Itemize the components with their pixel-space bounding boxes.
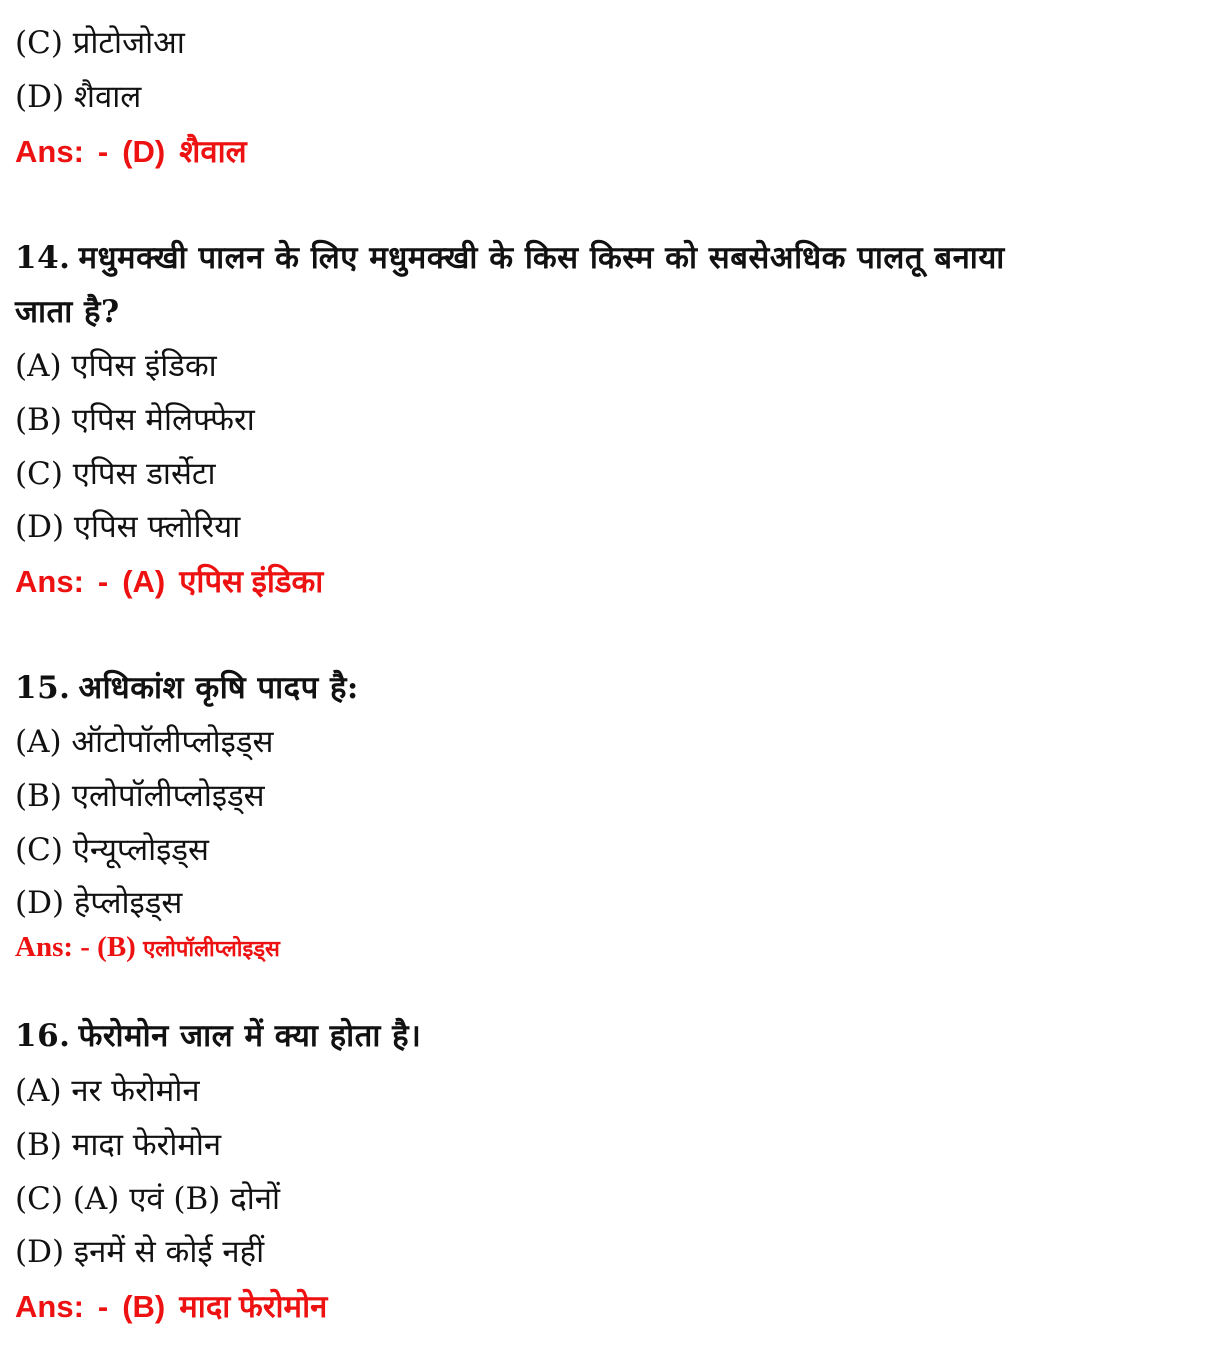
q14-option-d: (D) एपिस फ्लोरिया (15, 509, 241, 545)
answer-dash: - (97, 564, 109, 599)
answer-letter: (A) (122, 564, 166, 599)
answer-letter: (B) (122, 1289, 166, 1324)
q13-answer (15, 136, 247, 167)
q13-option-c: (C) प्रोटोजोआ (15, 25, 185, 61)
answer-text: एलोपॉलीप्लोइड्स (143, 936, 280, 961)
answer-label: Ans: (15, 1289, 84, 1324)
answer-text: शैवाल (179, 134, 247, 169)
q15-option-c: (C) ऐन्यूप्लोइड्स (15, 832, 209, 868)
answer-label: Ans: - (B) (15, 931, 136, 963)
q15-option-d: (D) हेप्लोइड्स (15, 885, 183, 921)
q14-question-line1 (15, 240, 1005, 276)
q15-option-a: (A) ऑटोपॉलीप्लोइड्स (15, 724, 274, 760)
q14-option-c: (C) एपिस डार्सेटा (15, 456, 216, 492)
q14-option-a: (A) एपिस इंडिका (15, 348, 217, 384)
answer-label: Ans: (15, 134, 84, 169)
q13-option-d: (D) शैवाल (15, 79, 142, 115)
q14-number: 14. (15, 240, 71, 276)
q14-question-line2: जाता है? (15, 294, 120, 330)
q14-text-line1: मधुमक्खी पालन के लिए मधुमक्खी के किस किस्म को सबसेअधिक पालतू बनाया (78, 240, 1005, 276)
q15-answer (15, 933, 280, 962)
answer-label: Ans: (15, 564, 84, 599)
q15-number: 15. (15, 670, 71, 706)
q16-number: 16. (15, 1018, 71, 1054)
q14-answer (15, 566, 323, 597)
answer-text: एपिस इंडिका (179, 564, 324, 599)
answer-dash: - (97, 134, 109, 169)
q16-option-a: (A) नर फेरोमोन (15, 1073, 200, 1109)
answer-dash: - (97, 1289, 109, 1324)
q16-question (15, 1018, 422, 1054)
q14-option-b: (B) एपिस मेलिफ्फेरा (15, 402, 255, 438)
q16-answer (15, 1291, 327, 1322)
q15-text: अधिकांश कृषि पादप है: (78, 670, 359, 706)
q15-option-b: (B) एलोपॉलीप्लोइड्स (15, 778, 265, 814)
answer-text: मादा फेरोमोन (179, 1289, 328, 1324)
q16-text: फेरोमोन जाल में क्या होता है। (78, 1018, 422, 1054)
answer-letter: (D) (122, 134, 166, 169)
q16-option-c: (C) (A) एवं (B) दोनों (15, 1181, 280, 1217)
q15-question (15, 670, 359, 706)
q16-option-b: (B) मादा फेरोमोन (15, 1127, 222, 1163)
q16-option-d: (D) इनमें से कोई नहीं (15, 1234, 265, 1270)
